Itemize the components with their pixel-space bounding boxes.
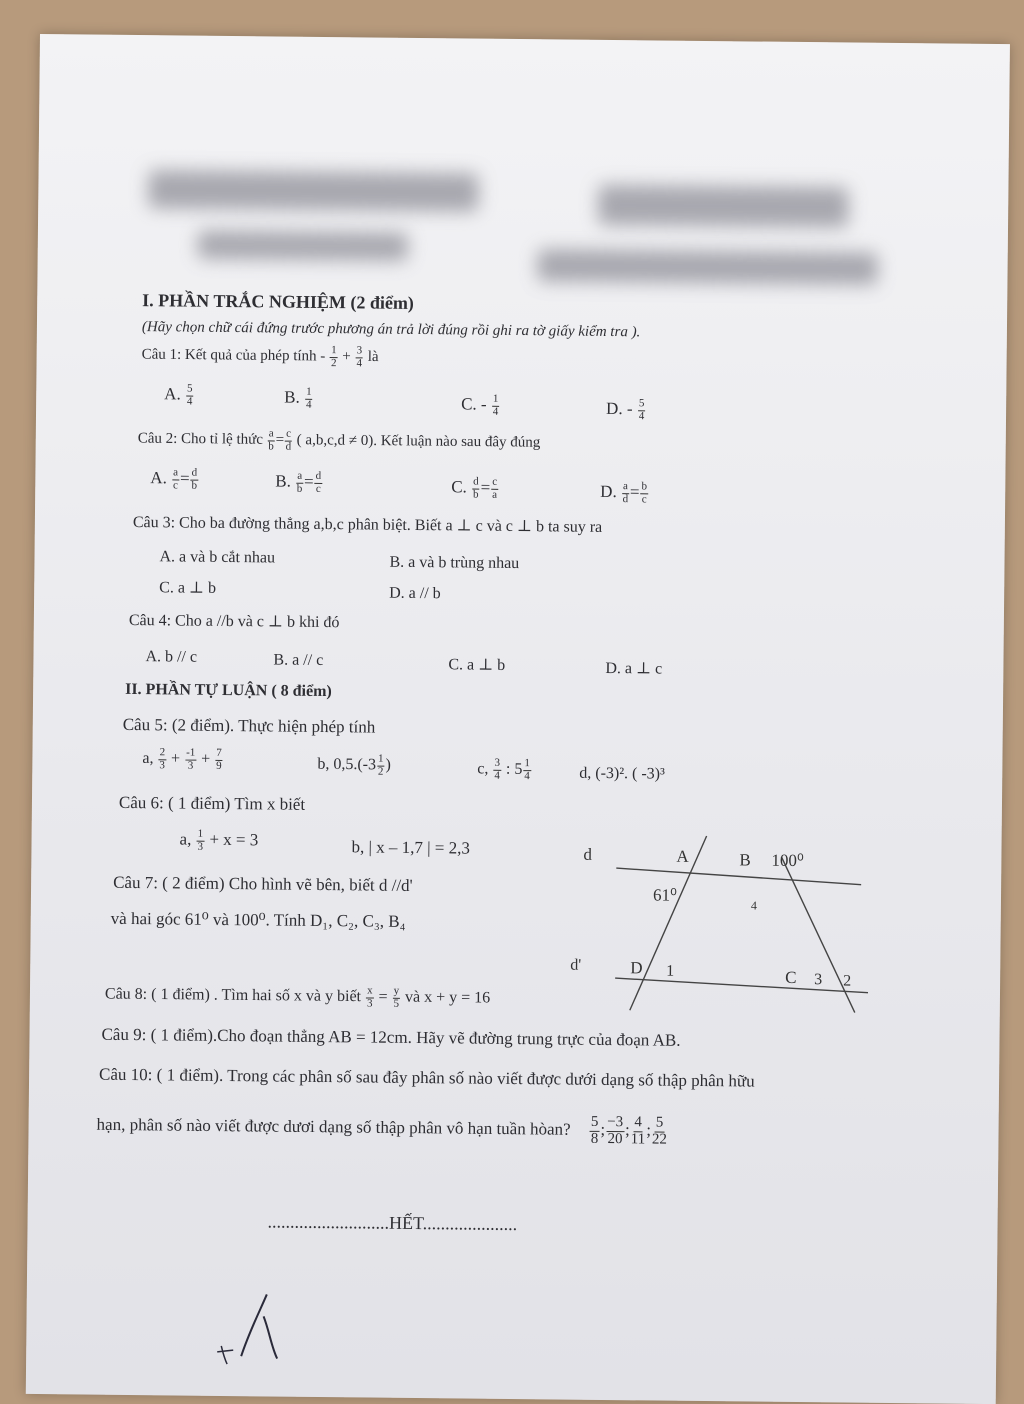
question-4: Câu 4: Cho a //b và c ⊥ b khi đó — [128, 611, 340, 632]
question-6: Câu 6: ( 1 điểm) Tìm x biết — [118, 792, 306, 814]
q3-option-b: B. a và b trùng nhau — [389, 553, 520, 573]
question-1: Câu 1: Kết quả của phép tính - $\frac{1}{2}$ + $\frac{3}{4}$ là — [141, 344, 379, 369]
parallel-lines-figure — [560, 830, 892, 1023]
q5-part-c: c, $\frac{3}{4}$ : 5 $\frac{1}{4}$ — [477, 756, 531, 782]
q2-option-c: C. $\frac{d}{b}$ = $\frac{c}{a}$ — [451, 475, 498, 501]
label-C: C — [785, 967, 797, 987]
question-8: Câu 8: ( 1 điểm) . Tìm hai số x và y biết $\frac{x}{3}$ = $\frac{y}{5}$ và x + y = 16 — [104, 984, 491, 1010]
angle-4-label: 4 — [750, 898, 757, 913]
q3-option-c: C. a ⊥ b — [159, 579, 217, 597]
q2-option-a: A. $\frac{a}{c}$ = $\frac{d}{b}$ — [150, 466, 198, 492]
q4-option-c: C. a ⊥ b — [448, 656, 506, 674]
angle-1-label: 1 — [666, 962, 675, 980]
label-A: A — [676, 846, 689, 866]
part1-instruction: (Hãy chọn chữ cái đứng trước phương án trả lời đúng rồi ghi ra tờ giấy kiểm tra ). — [141, 319, 641, 341]
q5-part-a: a, $\frac{2}{3}$ + $\frac{-1}{3}$ + $\frac{7}{9}$ — [142, 746, 222, 772]
q1-option-c: C. - $\frac{1}{4}$ — [461, 392, 499, 418]
line-d-prime — [615, 978, 868, 993]
angle-2-label: 2 — [843, 972, 852, 990]
label-D: D — [630, 958, 643, 978]
q4-option-b: B. a // c — [273, 651, 324, 669]
q6-part-a: a, $\frac{1}{3}$ + x = 3 — [179, 827, 259, 853]
q1-option-b: B. $\frac{1}{4}$ — [284, 385, 312, 411]
end-marker: ...........................HẾT..................... — [267, 1211, 518, 1235]
question-3: Câu 3: Cho ba đường thẳng a,b,c phân biệt. Biết a ⊥ c và c ⊥ b ta suy ra — [132, 514, 603, 536]
exam-paper — [26, 34, 1010, 1404]
q4-option-a: A. b // c — [145, 648, 198, 666]
blurred-exam-title — [598, 185, 848, 228]
q5-part-d: d, (-3)². ( -3)³ — [579, 764, 665, 783]
angle-61-label: 61⁰ — [652, 885, 677, 905]
part1-heading: I. PHẦN TRẮC NGHIỆM (2 điểm) — [142, 290, 414, 313]
transversal-ad — [630, 835, 707, 1011]
label-d-prime: d' — [570, 956, 582, 974]
label-B: B — [739, 850, 751, 870]
handwritten-mark — [211, 1286, 292, 1367]
q4-option-d: D. a ⊥ c — [605, 659, 663, 678]
q5-part-b: b, 0,5.(-3 $\frac{1}{2}$ ) — [317, 752, 391, 778]
fraction-list: $\frac{5}{8}$ ; $\frac{-3}{20}$ ; $\frac{4}{11}$ ; $\frac{5}{22}$ — [590, 1113, 667, 1148]
line-d — [616, 868, 861, 885]
question-7-line1: Câu 7: ( 2 điểm) Cho hình vẽ bên, biết d //d' — [113, 872, 413, 895]
question-10-line2: hạn, phân số nào viết được dươi dạng số thập phân vô hạn tuần hòan? $\frac{5}{8}$ ; $\frac{-3}{20}$ ; $\frac{4}{11}$ ; $\frac{5}{22}$ — [96, 1113, 667, 1148]
q1-option-a: A. $\frac{5}{4}$ — [164, 382, 193, 408]
blurred-school-subheader — [198, 231, 408, 261]
q3-option-d: D. a // b — [389, 584, 441, 603]
angle-100-label: 100⁰ — [771, 850, 804, 871]
q3-option-a: A. a và b cắt nhau — [159, 548, 276, 567]
angle-3-label: 3 — [814, 971, 823, 989]
blurred-school-header — [148, 170, 478, 211]
q1-option-d: D. - $\frac{5}{4}$ — [606, 397, 645, 422]
label-d: d — [583, 844, 593, 864]
q2-option-b: B. $\frac{a}{b}$ = $\frac{d}{c}$ — [275, 469, 322, 495]
question-9: Câu 9: ( 1 điểm).Cho đoạn thẳng AB = 12cm. Hãy vẽ đường trung trực của đoạn AB. — [101, 1024, 681, 1050]
question-7-line2: và hai góc 61⁰ và 100⁰. Tính D₁, C₂, C₃, B₄ — [110, 908, 406, 931]
q2-option-d: D. $\frac{a}{d}$ = $\frac{b}{c}$ — [600, 480, 648, 505]
question-5: Câu 5: (2 điểm). Thực hiện phép tính — [122, 714, 376, 737]
q6-part-b: b, | x – 1,7 | = 2,3 — [351, 837, 471, 858]
blurred-exam-info — [537, 249, 877, 285]
question-2: Câu 2: Cho tỉ lệ thức $\frac{a}{b}$ = $\frac{c}{d}$ ( a,b,c,d ≠ 0). Kết luận nào sau đây đúng — [137, 427, 541, 453]
question-10-line1: Câu 10: ( 1 điểm). Trong các phân số sau đây phân số nào viết được dưới dạng số thập phân hữu — [99, 1064, 755, 1091]
part2-heading: II. PHẦN TỰ LUẬN ( 8 điểm) — [125, 680, 332, 701]
